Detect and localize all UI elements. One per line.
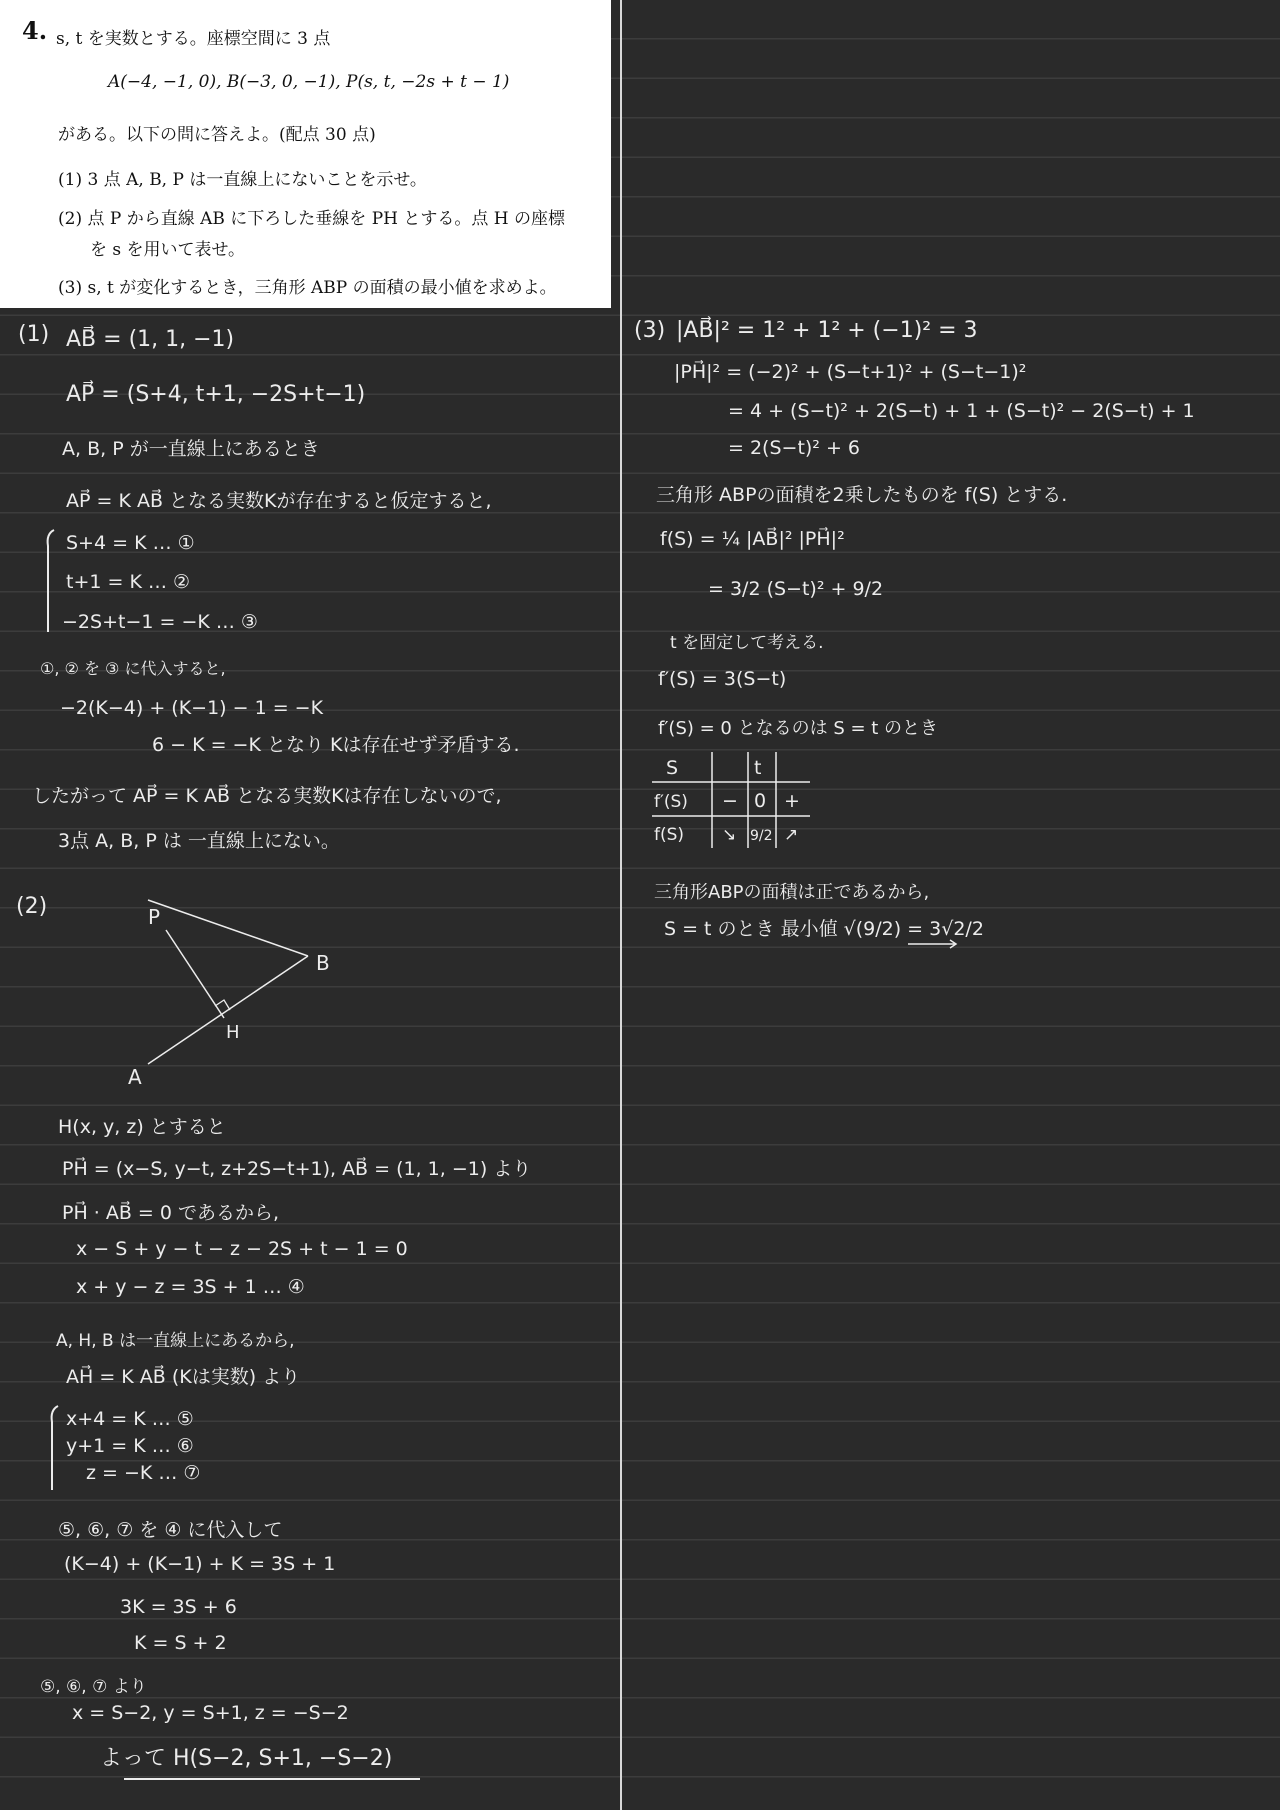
part2-line: K = S + 2	[134, 1632, 227, 1654]
point-a-label: A	[128, 1065, 142, 1089]
part1-line: したがって AP⃗ = K AB⃗ となる実数Kは存在しないので,	[32, 785, 502, 807]
part1-line: AP⃗ = (S+4, t+1, −2S+t−1)	[66, 382, 366, 407]
part3-line: f(S) = ¼ |AB⃗|² |PH⃗|²	[660, 528, 845, 550]
part3-line: f′(S) = 0 となるのは S = t のとき	[658, 718, 939, 739]
part3-line: |PH⃗|² = (−2)² + (S−t+1)² + (S−t−1)²	[674, 361, 1027, 383]
answer-underline	[124, 1778, 420, 1780]
table-head-cell: t	[754, 757, 762, 779]
part2-line: (K−4) + (K−1) + K = 3S + 1	[64, 1553, 336, 1575]
question-2-line1: (2) 点 P から直線 AB に下ろした垂線を PH とする。点 H の座標	[58, 209, 566, 229]
question-2-line2: を s を用いて表せ。	[90, 240, 246, 260]
question-3: (3) s, t が変化するとき，三角形 ABP の面積の最小値を求めよ。	[58, 278, 557, 298]
part1-line: −2(K−4) + (K−1) − 1 = −K	[60, 697, 324, 719]
system-brace	[44, 1404, 64, 1492]
part3-line: t を固定して考える.	[670, 633, 824, 653]
problem-number: 4.	[22, 16, 48, 45]
part2-line: x+4 = K … ⑤	[66, 1408, 194, 1430]
table-cell: +	[784, 790, 800, 812]
table-cell: f′(S)	[654, 792, 688, 812]
part3-line: |AB⃗|² = 1² + 1² + (−1)² = 3	[676, 318, 978, 343]
part3-label: (3)	[634, 318, 666, 343]
part1-line: 6 − K = −K となり Kは存在せず矛盾する.	[152, 734, 520, 756]
part3-line: f′(S) = 3(S−t)	[658, 668, 787, 690]
answer-arrow-underline	[906, 938, 962, 950]
part1-line: ①, ② を ③ に代入すると,	[40, 659, 226, 678]
table-cell: 9/2	[750, 828, 773, 844]
part1-line: S+4 = K … ①	[66, 532, 195, 554]
point-b-label: B	[316, 951, 330, 975]
part3-line: 三角形 ABPの面積を2乗したものを f(S) とする.	[656, 484, 1068, 506]
part2-line: x = S−2, y = S+1, z = −S−2	[72, 1702, 349, 1724]
part1-line: t+1 = K … ②	[66, 571, 191, 593]
perpendicular-figure	[120, 900, 340, 1090]
part3-line: = 3/2 (S−t)² + 9/2	[708, 578, 884, 600]
part3-line: = 2(S−t)² + 6	[728, 437, 861, 459]
part2-label: (2)	[16, 894, 48, 919]
system-brace	[40, 528, 60, 634]
part2-line: ⑤, ⑥, ⑦ を ④ に代入して	[58, 1519, 283, 1541]
part2-line: x − S + y − t − z − 2S + t − 1 = 0	[76, 1238, 408, 1260]
variation-table	[650, 752, 820, 852]
part2-line: AH⃗ = K AB⃗ (Kは実数) より	[66, 1366, 301, 1388]
table-cell: 0	[754, 790, 767, 812]
part2-line: ⑤, ⑥, ⑦ より	[40, 1677, 147, 1697]
point-p-label: P	[148, 905, 161, 929]
problem-intro2: がある。以下の問に答えよ。(配点 30 点)	[58, 125, 376, 145]
part2-line: y+1 = K … ⑥	[66, 1435, 194, 1457]
part2-line: PH⃗ · AB⃗ = 0 であるから,	[62, 1202, 280, 1224]
table-cell: −	[722, 790, 738, 812]
problem-statement	[0, 0, 611, 308]
part3-line: 三角形ABPの面積は正であるから,	[654, 882, 930, 903]
part1-line: 3点 A, B, P は 一直線上にない。	[58, 830, 340, 852]
problem-intro: s, t を実数とする。座標空間に 3 点	[56, 29, 331, 49]
part1-line: A, B, P が一直線上にあるとき	[62, 438, 320, 460]
part3-answer: S = t のとき 最小値 √(9/2) = 3√2/2	[664, 918, 984, 940]
table-head-cell: S	[666, 757, 679, 779]
part2-line: H(x, y, z) とすると	[58, 1116, 226, 1138]
part2-line: z = −K … ⑦	[86, 1462, 201, 1484]
part3-line: = 4 + (S−t)² + 2(S−t) + 1 + (S−t)² − 2(S−t) + 1	[728, 400, 1195, 422]
part2-line: 3K = 3S + 6	[120, 1596, 237, 1618]
part1-line: AP⃗ = K AB⃗ となる実数Kが存在すると仮定すると,	[66, 490, 492, 512]
part1-line: AB⃗ = (1, 1, −1)	[66, 327, 235, 352]
part2-line: A, H, B は一直線上にあるから,	[56, 1331, 295, 1351]
page-divider	[620, 0, 622, 1810]
part2-line: x + y − z = 3S + 1 … ④	[76, 1276, 305, 1298]
table-cell: f(S)	[654, 825, 685, 845]
table-cell: ↗	[784, 825, 799, 845]
part2-answer: よって H(S−2, S+1, −S−2)	[100, 1746, 393, 1771]
problem-points: A(−4, −1, 0), B(−3, 0, −1), P(s, t, −2s + t − 1)	[108, 72, 510, 92]
question-1: (1) 3 点 A, B, P は一直線上にないことを示せ。	[58, 170, 427, 190]
part1-line: −2S+t−1 = −K … ③	[62, 611, 258, 633]
part2-line: PH⃗ = (x−S, y−t, z+2S−t+1), AB⃗ = (1, 1, −1) より	[62, 1158, 532, 1180]
table-cell: ↘	[722, 825, 737, 845]
point-h-label: H	[226, 1022, 240, 1043]
part1-label: (1)	[18, 322, 50, 347]
